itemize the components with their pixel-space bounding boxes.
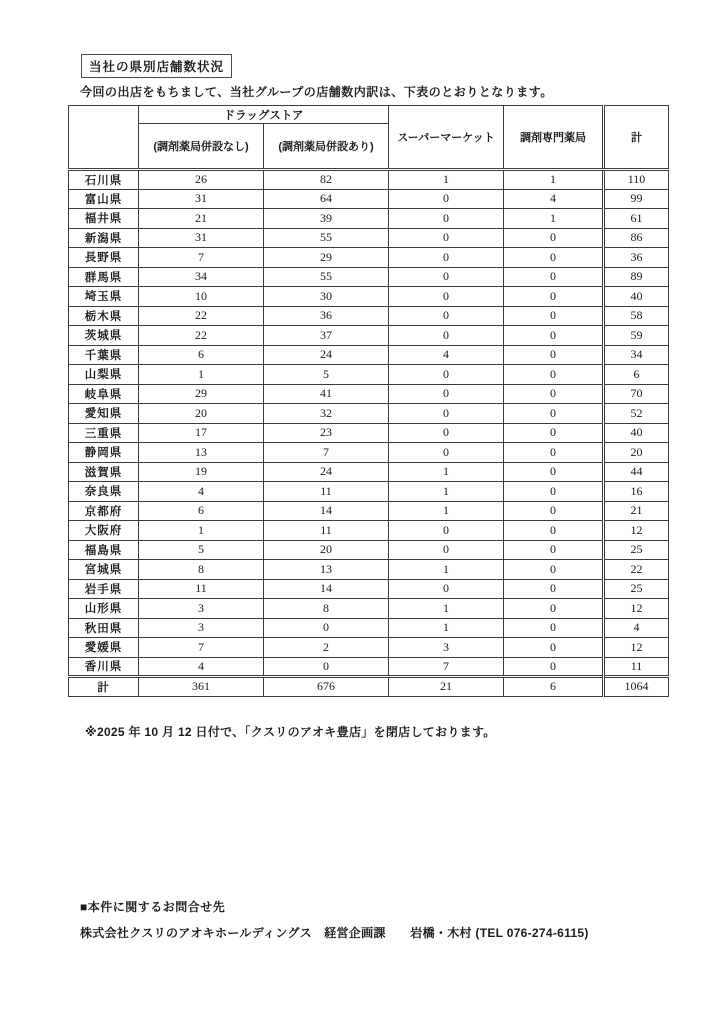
count-cell: 40 xyxy=(604,423,669,443)
section-title: 当社の県別店舗数状況 xyxy=(81,54,232,78)
count-cell: 0 xyxy=(504,579,604,599)
count-cell: 1 xyxy=(389,560,504,580)
count-cell: 0 xyxy=(504,482,604,502)
header-drugstore-group: ドラッグストア xyxy=(139,106,389,124)
count-cell: 25 xyxy=(604,540,669,560)
count-cell: 36 xyxy=(604,248,669,268)
count-cell: 11 xyxy=(264,521,389,541)
count-cell: 11 xyxy=(139,579,264,599)
count-cell: 5 xyxy=(139,540,264,560)
count-cell: 1 xyxy=(139,521,264,541)
count-cell: 0 xyxy=(504,521,604,541)
prefecture-label: 岐阜県 xyxy=(69,384,139,404)
count-cell: 20 xyxy=(604,443,669,463)
total-dispensing: 6 xyxy=(504,677,604,697)
count-cell: 21 xyxy=(604,501,669,521)
table-header xyxy=(69,106,669,170)
table-row xyxy=(69,540,669,560)
count-cell: 0 xyxy=(389,404,504,424)
intro-text: 今回の出店をもちまして、当社グループの店舗数内訳は、下表のとおりとなります。 xyxy=(80,85,553,99)
prefecture-label: 埼玉県 xyxy=(69,287,139,307)
count-cell: 0 xyxy=(504,443,604,463)
count-cell: 4 xyxy=(139,657,264,677)
count-cell: 7 xyxy=(139,638,264,658)
contact-heading: ■本件に関するお問合せ先 xyxy=(80,899,226,914)
count-cell: 22 xyxy=(604,560,669,580)
count-cell: 11 xyxy=(264,482,389,502)
count-cell: 0 xyxy=(504,501,604,521)
prefecture-label: 宮城県 xyxy=(69,560,139,580)
table-row xyxy=(69,462,669,482)
count-cell: 1 xyxy=(389,501,504,521)
table-row xyxy=(69,579,669,599)
table-row xyxy=(69,657,669,677)
count-cell: 0 xyxy=(504,306,604,326)
count-cell: 32 xyxy=(264,404,389,424)
count-cell: 13 xyxy=(264,560,389,580)
total-supermarket: 21 xyxy=(389,677,504,697)
count-cell: 6 xyxy=(139,501,264,521)
count-cell: 1 xyxy=(389,482,504,502)
count-cell: 34 xyxy=(139,267,264,287)
count-cell: 36 xyxy=(264,306,389,326)
count-cell: 8 xyxy=(139,560,264,580)
count-cell: 30 xyxy=(264,287,389,307)
count-cell: 8 xyxy=(264,599,389,619)
count-cell: 55 xyxy=(264,228,389,248)
prefecture-label: 秋田県 xyxy=(69,618,139,638)
total-grand: 1064 xyxy=(604,677,669,697)
count-cell: 89 xyxy=(604,267,669,287)
prefecture-label: 長野県 xyxy=(69,248,139,268)
count-cell: 52 xyxy=(604,404,669,424)
count-cell: 6 xyxy=(139,345,264,365)
table-row xyxy=(69,228,669,248)
count-cell: 99 xyxy=(604,189,669,209)
header-with-pharmacy: (調剤薬局併設あり) xyxy=(264,124,389,170)
store-count-table xyxy=(68,105,669,697)
count-cell: 1 xyxy=(504,209,604,229)
prefecture-label: 福島県 xyxy=(69,540,139,560)
contact-section xyxy=(80,898,668,941)
prefecture-label: 群馬県 xyxy=(69,267,139,287)
count-cell: 0 xyxy=(389,540,504,560)
total-with-pharmacy: 676 xyxy=(264,677,389,697)
count-cell: 7 xyxy=(264,443,389,463)
count-cell: 0 xyxy=(504,657,604,677)
prefecture-label: 岩手県 xyxy=(69,579,139,599)
prefecture-label: 香川県 xyxy=(69,657,139,677)
total-no-pharmacy: 361 xyxy=(139,677,264,697)
count-cell: 1 xyxy=(504,170,604,190)
count-cell: 40 xyxy=(604,287,669,307)
count-cell: 21 xyxy=(139,209,264,229)
count-cell: 22 xyxy=(139,306,264,326)
header-supermarket: スーパーマーケット xyxy=(389,106,504,170)
count-cell: 31 xyxy=(139,228,264,248)
count-cell: 13 xyxy=(139,443,264,463)
contact-line: 株式会社クスリのアオキホールディングス 経営企画課 岩橋・木村 (TEL 076-274-6115) xyxy=(80,925,589,940)
count-cell: 82 xyxy=(264,170,389,190)
count-cell: 55 xyxy=(264,267,389,287)
count-cell: 14 xyxy=(264,579,389,599)
count-cell: 7 xyxy=(139,248,264,268)
table-row xyxy=(69,638,669,658)
count-cell: 5 xyxy=(264,365,389,385)
count-cell: 26 xyxy=(139,170,264,190)
count-cell: 39 xyxy=(264,209,389,229)
table-row xyxy=(69,423,669,443)
count-cell: 12 xyxy=(604,521,669,541)
table-row xyxy=(69,482,669,502)
count-cell: 70 xyxy=(604,384,669,404)
table-row xyxy=(69,248,669,268)
count-cell: 2 xyxy=(264,638,389,658)
table-row xyxy=(69,170,669,190)
count-cell: 0 xyxy=(389,423,504,443)
count-cell: 6 xyxy=(604,365,669,385)
count-cell: 1 xyxy=(389,170,504,190)
total-row-label: 計 xyxy=(69,677,139,697)
count-cell: 16 xyxy=(604,482,669,502)
table-row xyxy=(69,287,669,307)
table-footer xyxy=(69,677,669,697)
closure-note: ※2025 年 10 月 12 日付で、「クスリのアオキ豊店」を閉店しております。 xyxy=(85,724,496,739)
count-cell: 0 xyxy=(504,267,604,287)
prefecture-label: 愛媛県 xyxy=(69,638,139,658)
count-cell: 0 xyxy=(504,326,604,346)
count-cell: 44 xyxy=(604,462,669,482)
count-cell: 24 xyxy=(264,462,389,482)
prefecture-label: 滋賀県 xyxy=(69,462,139,482)
count-cell: 1 xyxy=(389,618,504,638)
table-row xyxy=(69,521,669,541)
count-cell: 0 xyxy=(389,287,504,307)
count-cell: 41 xyxy=(264,384,389,404)
table-body xyxy=(69,170,669,677)
prefecture-label: 愛知県 xyxy=(69,404,139,424)
count-cell: 0 xyxy=(389,228,504,248)
prefecture-label: 京都府 xyxy=(69,501,139,521)
corner-cell xyxy=(69,106,139,170)
prefecture-label: 千葉県 xyxy=(69,345,139,365)
count-cell: 0 xyxy=(389,579,504,599)
count-cell: 0 xyxy=(504,560,604,580)
count-cell: 0 xyxy=(504,638,604,658)
count-cell: 12 xyxy=(604,599,669,619)
count-cell: 0 xyxy=(389,189,504,209)
count-cell: 0 xyxy=(389,209,504,229)
count-cell: 0 xyxy=(504,618,604,638)
count-cell: 59 xyxy=(604,326,669,346)
count-cell: 0 xyxy=(504,462,604,482)
prefecture-label: 奈良県 xyxy=(69,482,139,502)
count-cell: 1 xyxy=(389,599,504,619)
table-row xyxy=(69,306,669,326)
prefecture-label: 大阪府 xyxy=(69,521,139,541)
prefecture-label: 福井県 xyxy=(69,209,139,229)
table-row xyxy=(69,365,669,385)
count-cell: 110 xyxy=(604,170,669,190)
table-row xyxy=(69,501,669,521)
count-cell: 29 xyxy=(264,248,389,268)
table-row xyxy=(69,267,669,287)
count-cell: 1 xyxy=(139,365,264,385)
count-cell: 0 xyxy=(389,326,504,346)
count-cell: 0 xyxy=(504,287,604,307)
count-cell: 0 xyxy=(504,365,604,385)
count-cell: 12 xyxy=(604,638,669,658)
count-cell: 0 xyxy=(389,248,504,268)
total-row xyxy=(69,677,669,697)
count-cell: 0 xyxy=(264,618,389,638)
count-cell: 0 xyxy=(389,443,504,463)
count-cell: 4 xyxy=(604,618,669,638)
prefecture-label: 山形県 xyxy=(69,599,139,619)
prefecture-label: 栃木県 xyxy=(69,306,139,326)
count-cell: 0 xyxy=(389,267,504,287)
header-no-pharmacy: (調剤薬局併設なし) xyxy=(139,124,264,170)
table-row xyxy=(69,404,669,424)
count-cell: 1 xyxy=(389,462,504,482)
table-row xyxy=(69,618,669,638)
count-cell: 29 xyxy=(139,384,264,404)
count-cell: 0 xyxy=(504,404,604,424)
count-cell: 34 xyxy=(604,345,669,365)
prefecture-label: 新潟県 xyxy=(69,228,139,248)
count-cell: 0 xyxy=(389,306,504,326)
count-cell: 17 xyxy=(139,423,264,443)
count-cell: 11 xyxy=(604,657,669,677)
count-cell: 14 xyxy=(264,501,389,521)
table-row xyxy=(69,345,669,365)
count-cell: 86 xyxy=(604,228,669,248)
count-cell: 0 xyxy=(264,657,389,677)
count-cell: 4 xyxy=(504,189,604,209)
table-row xyxy=(69,443,669,463)
count-cell: 3 xyxy=(139,618,264,638)
header-dispensing-pharmacy: 調剤専門薬局 xyxy=(504,106,604,170)
prefecture-label: 山梨県 xyxy=(69,365,139,385)
count-cell: 64 xyxy=(264,189,389,209)
count-cell: 0 xyxy=(504,599,604,619)
count-cell: 0 xyxy=(504,384,604,404)
count-cell: 0 xyxy=(389,521,504,541)
count-cell: 0 xyxy=(504,248,604,268)
count-cell: 25 xyxy=(604,579,669,599)
count-cell: 3 xyxy=(389,638,504,658)
count-cell: 61 xyxy=(604,209,669,229)
count-cell: 31 xyxy=(139,189,264,209)
count-cell: 20 xyxy=(139,404,264,424)
count-cell: 20 xyxy=(264,540,389,560)
count-cell: 0 xyxy=(504,345,604,365)
count-cell: 19 xyxy=(139,462,264,482)
table-row xyxy=(69,189,669,209)
count-cell: 4 xyxy=(389,345,504,365)
table-row xyxy=(69,560,669,580)
count-cell: 0 xyxy=(389,384,504,404)
count-cell: 58 xyxy=(604,306,669,326)
prefecture-label: 富山県 xyxy=(69,189,139,209)
prefecture-label: 茨城県 xyxy=(69,326,139,346)
count-cell: 23 xyxy=(264,423,389,443)
count-cell: 7 xyxy=(389,657,504,677)
table-row xyxy=(69,209,669,229)
header-total: 計 xyxy=(604,106,669,170)
count-cell: 10 xyxy=(139,287,264,307)
table-row xyxy=(69,384,669,404)
count-cell: 0 xyxy=(504,423,604,443)
table-row xyxy=(69,326,669,346)
count-cell: 37 xyxy=(264,326,389,346)
count-cell: 22 xyxy=(139,326,264,346)
count-cell: 3 xyxy=(139,599,264,619)
prefecture-label: 静岡県 xyxy=(69,443,139,463)
table-row xyxy=(69,599,669,619)
count-cell: 4 xyxy=(139,482,264,502)
count-cell: 24 xyxy=(264,345,389,365)
prefecture-label: 石川県 xyxy=(69,170,139,190)
prefecture-label: 三重県 xyxy=(69,423,139,443)
count-cell: 0 xyxy=(389,365,504,385)
count-cell: 0 xyxy=(504,540,604,560)
count-cell: 0 xyxy=(504,228,604,248)
